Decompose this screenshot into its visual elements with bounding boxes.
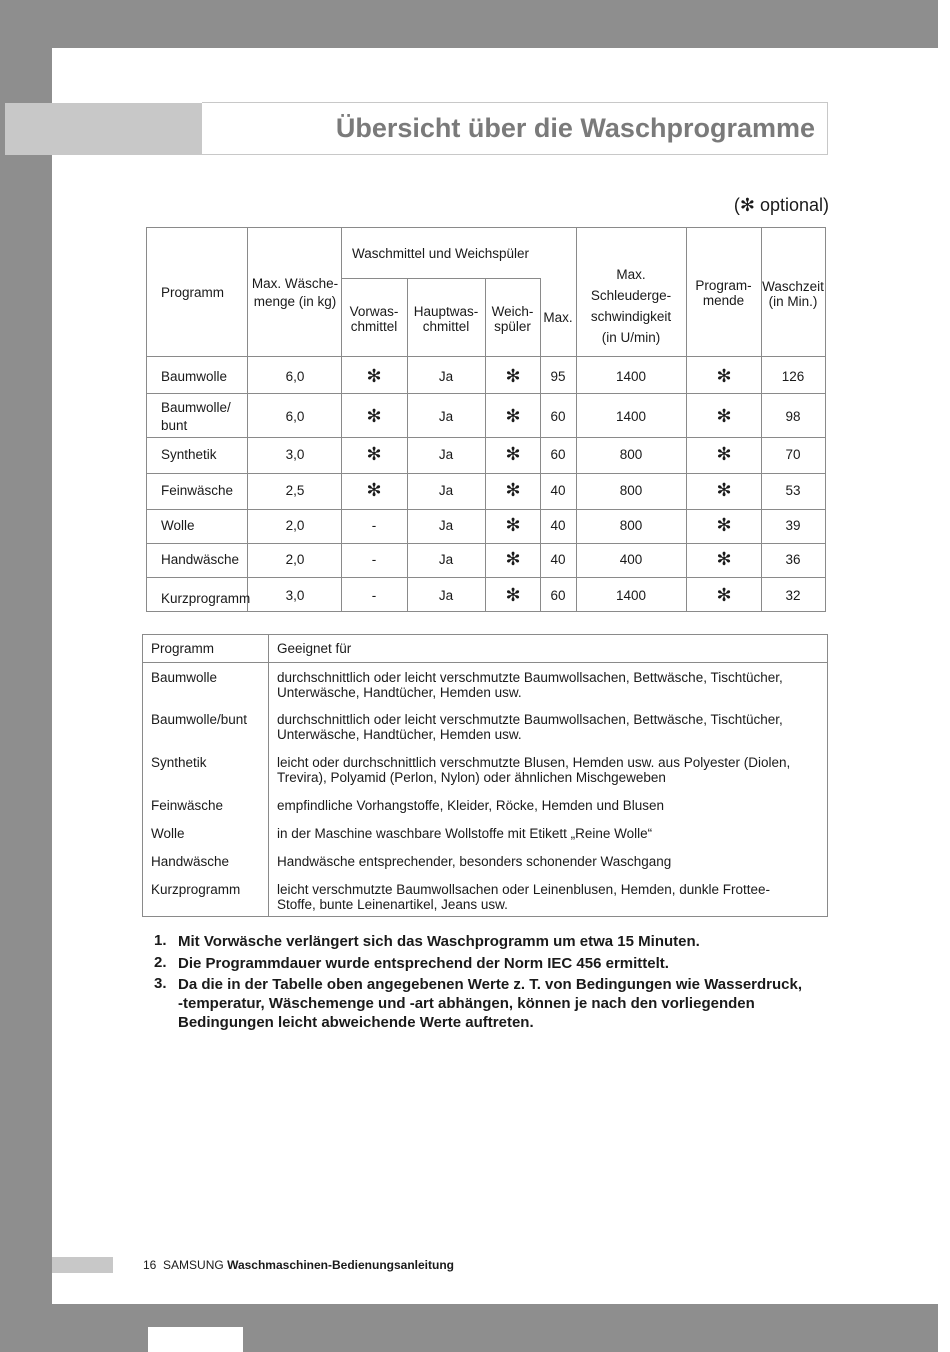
list-item-desc: durchschnittlich oder leicht verschmutzte Baumwollsachen, Bettwäsche, Tischtücher, Unterwäsche, Handtücher, Hemden usw. (277, 670, 783, 700)
list-item-desc: empfindliche Vorhangstoffe, Kleider, Röcke, Hemden und Blusen (277, 798, 664, 813)
note-text: Die Programmdauer wurde entsprechend der Norm IEC 456 ermittelt. (178, 955, 669, 972)
note-number: 3. (154, 975, 167, 992)
bottom-tab-cutout (148, 1327, 243, 1352)
note-text: Mit Vorwäsche verlängert sich das Waschprogramm um etwa 15 Minuten. (178, 933, 700, 950)
row-schleuder: 800 (619, 483, 643, 498)
star-icon: ✻ (505, 406, 521, 426)
header-waschmittel-group: Waschmittel und Weichspüler (351, 246, 530, 261)
header-programmende: Program- mende (695, 278, 752, 308)
header-menge: Max. Wäsche- menge (in kg) (251, 276, 339, 309)
row-schleuder: 800 (619, 447, 643, 462)
header-hauptwaschmittel: Hauptwas- chmittel (413, 304, 479, 334)
page-number: 16 (143, 1258, 157, 1272)
header-programm: Programm (151, 641, 215, 656)
header-programm: Programm (161, 285, 225, 300)
row-menge: 3,0 (285, 447, 305, 462)
row-haupt: Ja (438, 483, 454, 498)
star-icon: ✻ (366, 366, 382, 386)
row-max: 60 (550, 588, 566, 603)
footer-gray-block (52, 1257, 113, 1273)
header-vorwaschmittel: Vorwas- chmittel (349, 304, 399, 334)
page-title: Übersicht über die Waschprogramme (335, 113, 815, 143)
row-programm: Wolle (161, 518, 195, 533)
row-zeit: 36 (785, 552, 801, 567)
row-max: 60 (550, 447, 566, 462)
row-vorwasch: - (371, 518, 377, 533)
row-haupt: Ja (438, 409, 454, 424)
title-box (202, 102, 828, 155)
star-icon: ✻ (716, 366, 732, 386)
row-haupt: Ja (438, 369, 454, 384)
row-max: 40 (550, 483, 566, 498)
list-item-name: Kurzprogramm (151, 882, 241, 897)
star-icon: ✻ (505, 480, 521, 500)
optional-legend: (✻ optional) (733, 195, 829, 215)
star-icon: ✻ (505, 585, 521, 605)
row-zeit: 39 (785, 518, 801, 533)
top-gray-bar (0, 0, 938, 48)
row-menge: 2,0 (285, 552, 305, 567)
header-geeignet: Geeignet für (277, 641, 352, 656)
row-haupt: Ja (438, 588, 454, 603)
star-icon: ✻ (366, 406, 382, 426)
row-menge: 6,0 (285, 409, 305, 424)
row-programm: Feinwäsche (161, 483, 234, 498)
row-programm: Kurzprogramm (161, 591, 251, 606)
brand-name: SAMSUNG (163, 1258, 224, 1272)
row-zeit: 70 (785, 447, 801, 462)
row-menge: 2,5 (285, 483, 305, 498)
row-schleuder: 1400 (615, 369, 647, 384)
row-vorwasch: - (371, 552, 377, 567)
title-accent-block (5, 103, 202, 155)
row-zeit: 53 (785, 483, 801, 498)
manual-title: Waschmaschinen-Bedienungsanleitung (227, 1258, 454, 1272)
list-item-desc: leicht verschmutzte Baumwollsachen oder Leinenblusen, Hemden, dunkle Frottee- Stoffe, bunte Leinenartikel, Jeans usw. (277, 882, 771, 912)
note-number: 1. (154, 932, 167, 949)
list-item-name: Handwäsche (151, 854, 230, 869)
row-menge: 6,0 (285, 369, 305, 384)
page-footer (143, 1258, 454, 1272)
star-icon: ✻ (505, 444, 521, 464)
row-max: 95 (550, 369, 566, 384)
row-max: 40 (550, 518, 566, 533)
row-max: 60 (550, 409, 566, 424)
list-item-name: Baumwolle/bunt (151, 712, 248, 727)
list-item-name: Synthetik (151, 755, 207, 770)
header-max: Max. (543, 310, 573, 325)
list-item-desc: leicht oder durchschnittlich verschmutzte Blusen, Hemden usw. aus Polyester (Diolen, Trevira), Polyamid (Perlon, Nylon) oder ähnlichen Mischgeweben (277, 755, 791, 785)
row-schleuder: 1400 (615, 588, 647, 603)
row-programm: Synthetik (161, 447, 217, 462)
row-menge: 3,0 (285, 588, 305, 603)
left-gray-bar (0, 0, 52, 1352)
row-schleuder: 400 (619, 552, 643, 567)
bottom-gray-bar (0, 1304, 938, 1352)
star-icon: ✻ (716, 515, 732, 535)
suitability-table (142, 634, 828, 917)
row-programm: Handwäsche (161, 552, 240, 567)
row-haupt: Ja (438, 518, 454, 533)
list-item-name: Baumwolle (151, 670, 218, 685)
star-icon: ✻ (505, 515, 521, 535)
row-schleuder: 1400 (615, 409, 647, 424)
note-text: Da die in der Tabelle oben angegebenen Werte z. T. von Bedingungen wie Wasserdruck, -temperatur, Wäschemenge und -art abhängen, können je nach den vorliegenden Bedingungen leicht abweichende Werte auftreten. (178, 976, 803, 1031)
row-menge: 2,0 (285, 518, 305, 533)
row-programm: Baumwolle/ bunt (161, 400, 231, 433)
star-icon: ✻ (716, 406, 732, 426)
star-icon: ✻ (505, 549, 521, 569)
row-haupt: Ja (438, 552, 454, 567)
list-item-name: Wolle (151, 826, 185, 841)
row-zeit: 126 (781, 369, 805, 384)
header-waschzeit: Waschzeit (in Min.) (762, 279, 824, 309)
list-item-desc: in der Maschine waschbare Wollstoffe mit Etikett „Reine Wolle“ (277, 826, 653, 841)
row-zeit: 32 (785, 588, 801, 603)
star-icon: ✻ (366, 444, 382, 464)
row-schleuder: 800 (619, 518, 643, 533)
row-vorwasch: - (371, 588, 377, 603)
row-max: 40 (550, 552, 566, 567)
program-table (146, 227, 826, 612)
row-programm: Baumwolle (161, 369, 228, 384)
star-icon: ✻ (716, 549, 732, 569)
star-icon: ✻ (505, 366, 521, 386)
row-zeit: 98 (785, 409, 801, 424)
star-icon: ✻ (716, 444, 732, 464)
list-item-name: Feinwäsche (151, 798, 224, 813)
list-item-desc: Handwäsche entsprechender, besonders schonender Waschgang (277, 854, 672, 869)
header-schleuder: Max. Schleuderge- schwindigkeit (in U/min) (590, 267, 672, 345)
star-icon: ✻ (716, 585, 732, 605)
row-haupt: Ja (438, 447, 454, 462)
list-item-desc: durchschnittlich oder leicht verschmutzte Baumwollsachen, Bettwäsche, Tischtücher, Unterwäsche, Handtücher, Hemden usw. (277, 712, 783, 742)
star-icon: ✻ (366, 480, 382, 500)
header-weichspueler: Weich- spüler (491, 304, 534, 334)
note-number: 2. (154, 954, 167, 971)
star-icon: ✻ (716, 480, 732, 500)
